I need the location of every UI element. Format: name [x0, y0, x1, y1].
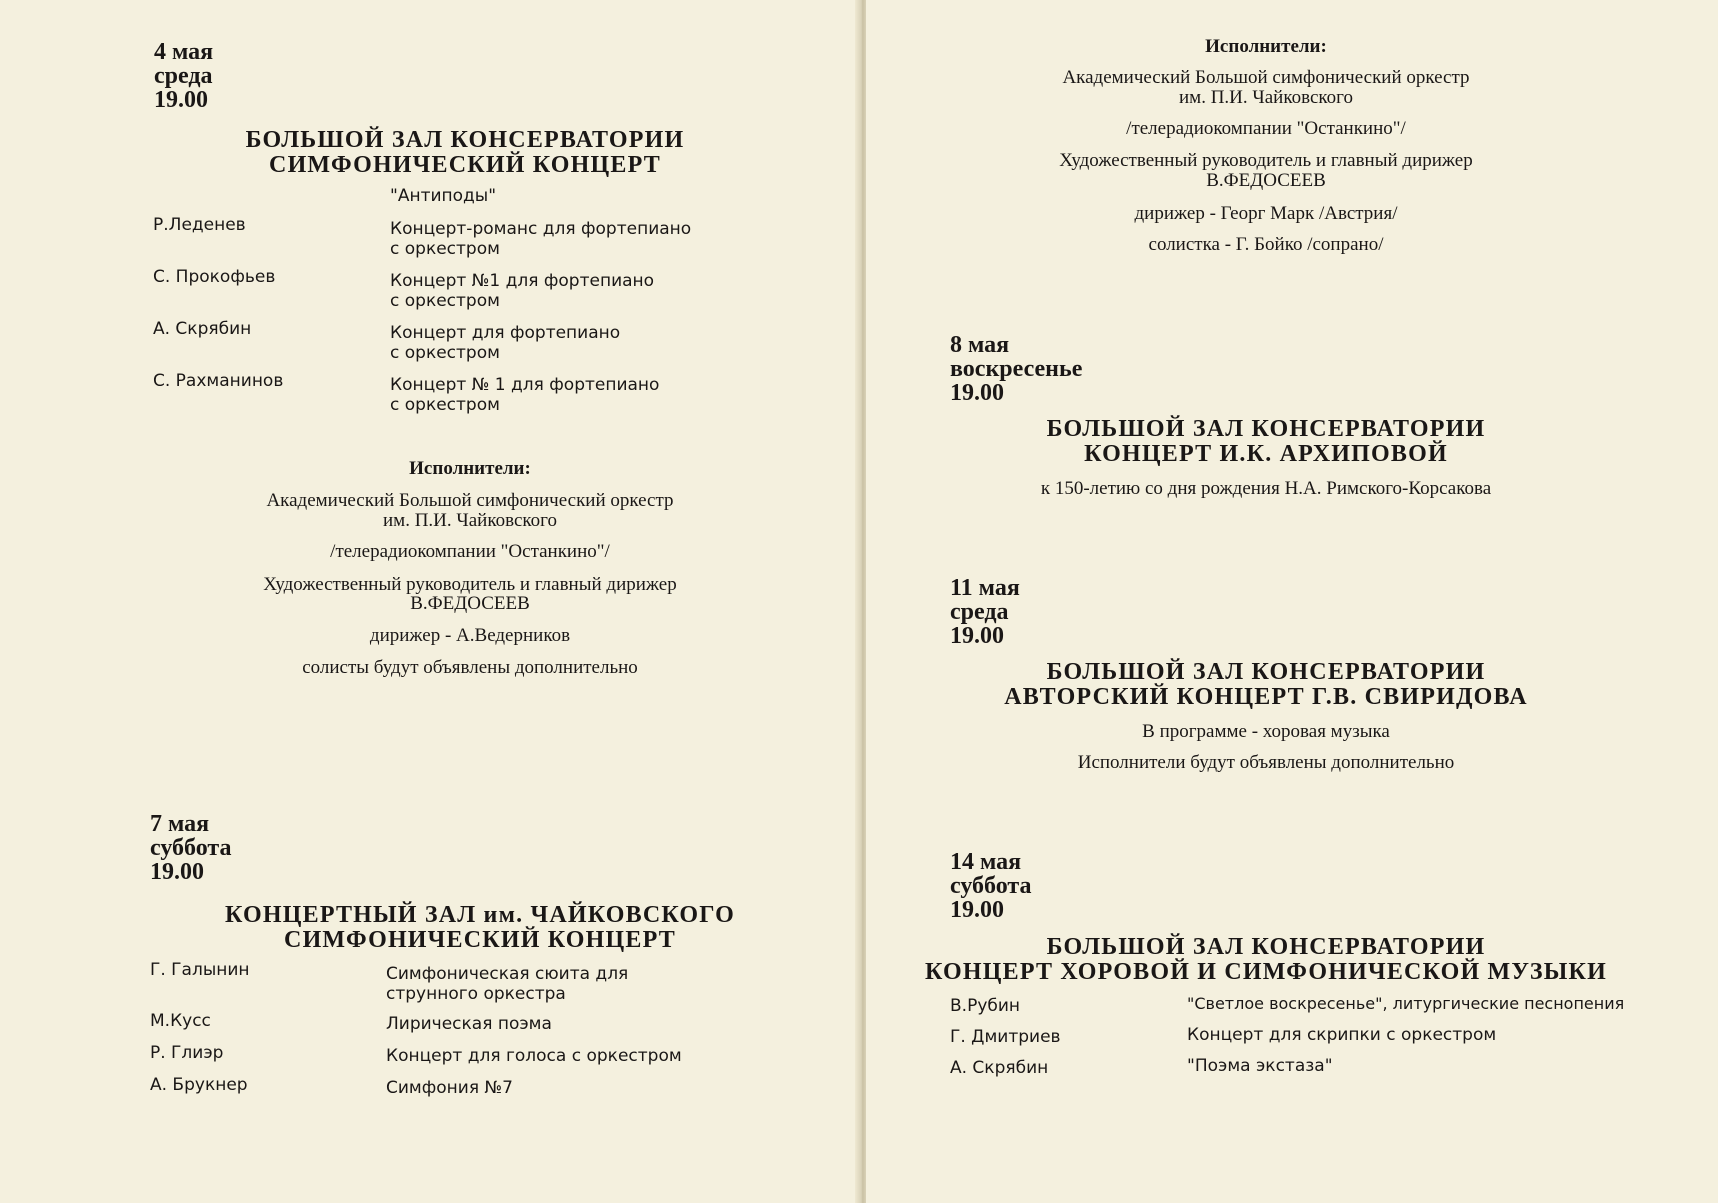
- concert5-date: 14 мая: [950, 849, 1022, 875]
- concert1-date: 4 мая: [154, 39, 214, 65]
- concert4-note1: В программе - хоровая музыка: [1142, 721, 1390, 742]
- program-work: "Светлое воскресенье", литургические песнопения: [1187, 996, 1625, 1013]
- concert5-program: [950, 996, 1718, 1096]
- performer-line: дирижер - Георг Марк /Австрия/: [1134, 203, 1398, 224]
- concert2-date: 7 мая: [150, 811, 210, 837]
- performer-line: Академический Большой симфонический оркестр: [1062, 67, 1470, 88]
- concert2-program: [150, 960, 850, 1100]
- concert5-weekday: суббота: [950, 873, 1032, 899]
- concert3-date-block: [950, 333, 1082, 405]
- concert3-weekday: воскресенье: [950, 356, 1083, 382]
- concert4-venue: БОЛЬШОЙ ЗАЛ КОНСЕРВАТОРИИ: [1046, 659, 1486, 685]
- concert1-subtitle: "Антиподы": [390, 186, 497, 206]
- concert4-date-block: [950, 576, 1020, 648]
- program-work: Симфоническая сюита для струнного оркестра: [386, 964, 629, 1004]
- concert4-weekday: среда: [950, 599, 1009, 625]
- concert2-date-block: [150, 812, 231, 884]
- performer-line: дирижер - А.Ведерников: [369, 625, 571, 646]
- concert4-note2: Исполнители будут объявлены дополнительно: [1077, 752, 1455, 773]
- left-page: [0, 0, 858, 1203]
- program-composer: С. Рахманинов: [153, 371, 284, 391]
- performer-line: В.ФЕДОСЕЕВ: [410, 593, 530, 614]
- program-work: Симфония №7: [386, 1078, 513, 1098]
- concert2-weekday: суббота: [150, 835, 232, 861]
- performer-line: Академический Большой симфонический оркестр: [266, 490, 674, 511]
- concert1-weekday: среда: [154, 63, 213, 89]
- performer-line: солистка - Г. Бойко /сопрано/: [1148, 234, 1384, 255]
- program-composer: С. Прокофьев: [153, 267, 276, 287]
- program-composer: Р.Леденев: [153, 215, 246, 235]
- concert5-title: КОНЦЕРТ ХОРОВОЙ И СИМФОНИЧЕСКОЙ МУЗЫКИ: [925, 959, 1607, 985]
- program-work: Концерт для фортепиано с оркестром: [390, 323, 621, 363]
- program-composer: Г. Дмитриев: [950, 1027, 1061, 1047]
- program-work: "Поэма экстаза": [1187, 1056, 1333, 1076]
- concert1-time: 19.00: [154, 87, 208, 113]
- concert3-note: к 150-летию со дня рождения Н.А. Римского-Корсакова: [1040, 478, 1492, 499]
- concert5-venue: БОЛЬШОЙ ЗАЛ КОНСЕРВАТОРИИ: [1046, 934, 1486, 960]
- program-work: Концерт № 1 для фортепиано с оркестром: [390, 375, 660, 415]
- concert2-title: СИМФОНИЧЕСКИЙ КОНЦЕРТ: [284, 927, 676, 953]
- performer-line: им. П.И. Чайковского: [383, 510, 557, 531]
- concert4-title: АВТОРСКИЙ КОНЦЕРТ Г.В. СВИРИДОВА: [1004, 684, 1528, 710]
- program-composer: М.Кусс: [150, 1011, 211, 1031]
- concert1-performers-heading: Исполнители:: [409, 458, 531, 479]
- program-composer: Р. Глиэр: [150, 1043, 224, 1063]
- program-composer: А. Скрябин: [950, 1058, 1049, 1078]
- concert5-time: 19.00: [950, 897, 1004, 923]
- concert3-title: КОНЦЕРТ И.К. АРХИПОВОЙ: [1084, 441, 1448, 467]
- concert2-time: 19.00: [150, 859, 204, 885]
- performer-line: Художественный руководитель и главный дирижер: [1059, 150, 1473, 171]
- program-work: Концерт №1 для фортепиано с оркестром: [390, 271, 655, 311]
- concert2-venue: КОНЦЕРТНЫЙ ЗАЛ им. ЧАЙКОВСКОГО: [225, 902, 735, 928]
- program-composer: А. Скрябин: [153, 319, 252, 339]
- program-work: Концерт для голоса с оркестром: [386, 1046, 682, 1066]
- program-composer: А. Брукнер: [150, 1075, 248, 1095]
- concert5-date-block: [950, 850, 1031, 922]
- concert1-date-block: [154, 40, 213, 112]
- concert3-venue: БОЛЬШОЙ ЗАЛ КОНСЕРВАТОРИИ: [1046, 416, 1486, 442]
- concert1-venue: БОЛЬШОЙ ЗАЛ КОНСЕРВАТОРИИ: [245, 127, 685, 153]
- performer-line: В.ФЕДОСЕЕВ: [1206, 170, 1326, 191]
- concert1-program: [153, 215, 853, 415]
- program-work: Лирическая поэма: [386, 1014, 552, 1034]
- performer-line: /телерадиокомпании "Останкино"/: [1126, 118, 1406, 139]
- performer-line: Художественный руководитель и главный дирижер: [263, 574, 677, 595]
- concert3-date: 8 мая: [950, 332, 1010, 358]
- performer-line: /телерадиокомпании "Останкино"/: [330, 541, 610, 562]
- continued-performers-heading: Исполнители:: [1205, 36, 1327, 57]
- performer-line: им. П.И. Чайковского: [1179, 87, 1353, 108]
- concert4-date: 11 мая: [950, 575, 1020, 601]
- program-work: Концерт-романс для фортепиано с оркестром: [390, 219, 692, 259]
- concert1-title: СИМФОНИЧЕСКИЙ КОНЦЕРТ: [269, 152, 661, 178]
- concert4-time: 19.00: [950, 623, 1004, 649]
- right-page: [866, 0, 1718, 1203]
- program-work: Концерт для скрипки с оркестром: [1187, 1025, 1497, 1045]
- program-composer: В.Рубин: [950, 996, 1021, 1016]
- program-composer: Г. Галынин: [150, 960, 250, 980]
- concert3-time: 19.00: [950, 380, 1004, 406]
- performer-line: солисты будут объявлены дополнительно: [302, 657, 638, 678]
